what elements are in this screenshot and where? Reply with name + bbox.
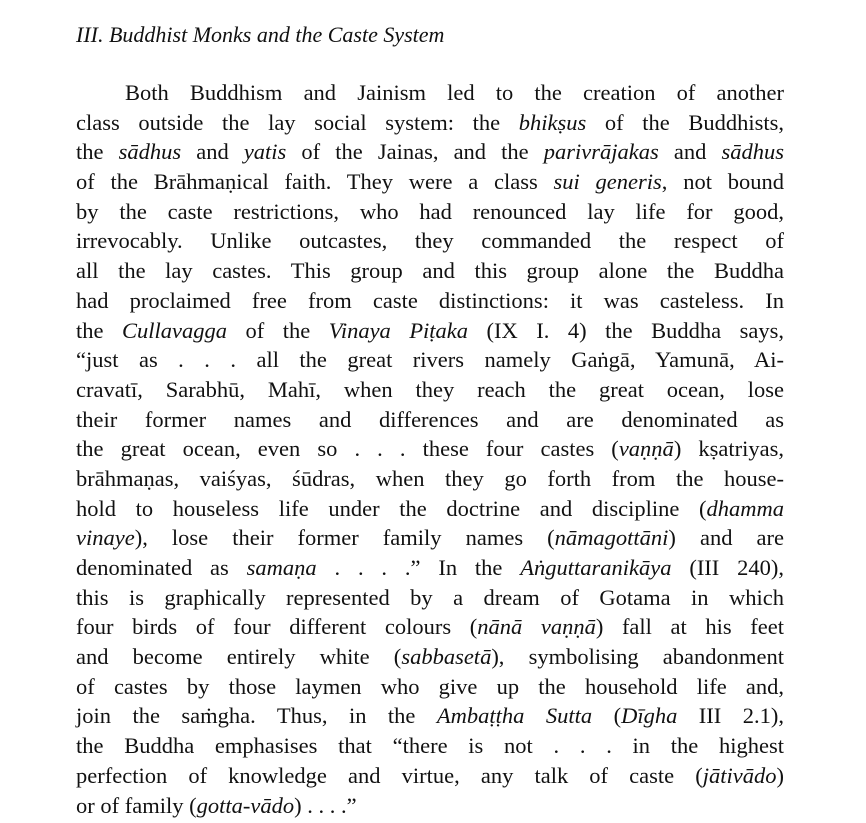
italic-term: bhikṣus <box>518 109 587 135</box>
text-line <box>76 256 784 286</box>
text-line <box>76 345 784 375</box>
text-line <box>76 494 784 524</box>
text-segment: had proclaimed free from caste distinctions: it was casteless. In <box>76 287 784 313</box>
italic-term: jātivādo <box>702 762 777 788</box>
italic-term: sādhus <box>118 139 182 165</box>
text-line <box>76 553 784 583</box>
text-line <box>76 286 784 316</box>
text-segment: cravatī, Sarabhū, Mahī, when they reach the great ocean, lose <box>76 376 784 402</box>
text-line <box>76 226 784 256</box>
text-line <box>76 78 784 108</box>
text-segment: the <box>76 139 119 165</box>
text-segment: ), symbolising abandonment <box>491 644 784 670</box>
section-heading: III. Buddhist Monks and the Caste System <box>76 22 445 47</box>
text-segment: join the saṁgha. Thus, in the <box>76 703 437 729</box>
text-segment: and <box>181 139 244 165</box>
text-segment: ) <box>776 762 784 788</box>
text-line <box>76 672 784 702</box>
italic-term: nāmagottāni <box>554 525 669 551</box>
italic-term: Dīgha <box>621 703 678 729</box>
text-line <box>76 642 784 672</box>
italic-term: vinaye <box>76 525 135 551</box>
italic-term: samaṇa <box>246 555 317 580</box>
italic-term: dhamma <box>706 495 784 521</box>
text-segment: all the lay castes. This group and this group alone the Buddha <box>76 258 784 284</box>
body-paragraph <box>76 78 784 820</box>
text-segment: of the Buddhists, <box>586 109 784 135</box>
text-segment: (III 240), <box>671 555 784 580</box>
italic-term: parivrājakas <box>543 139 659 165</box>
text-segment: perfection of knowledge and virtue, any talk of caste ( <box>76 762 703 788</box>
text-segment: the great ocean, even so . . . these four castes ( <box>76 436 619 462</box>
text-segment: ) kṣatriyas, <box>673 436 784 462</box>
text-segment: “just as . . . all the great rivers namely Gaṅgā, Yamunā, Ai- <box>76 347 784 373</box>
text-segment: , not bound <box>661 169 784 195</box>
text-segment: the Buddha emphasises that “there is not . . . in the highest <box>76 733 784 759</box>
text-segment: hold to houseless life under the doctrine and discipline ( <box>76 495 707 521</box>
italic-term: Ambaṭṭha Sutta <box>436 703 593 729</box>
text-segment: III 2.1), <box>677 703 784 729</box>
text-segment: . . . .” In the <box>316 555 521 580</box>
italic-term: sādhus <box>721 139 784 165</box>
text-segment: brāhmaṇas, vaiśyas, śūdras, when they go forth from the house- <box>76 465 784 491</box>
text-segment: of the Jainas, and the <box>286 139 544 165</box>
text-segment: of the <box>227 317 329 343</box>
text-line <box>76 405 784 435</box>
italic-term: nānā vaṇṇā <box>477 614 596 640</box>
italic-term: sabbasetā <box>401 644 492 670</box>
text-segment: the <box>76 317 122 343</box>
text-line <box>76 434 784 464</box>
text-line <box>76 375 784 405</box>
text-segment: and become entirely white ( <box>76 644 402 670</box>
italic-term: Vinaya Piṭaka <box>328 317 469 343</box>
text-segment: by the caste restrictions, who had renounced lay life for good, <box>76 198 784 224</box>
italic-term: Aṅguttaranikāya <box>520 555 672 580</box>
text-segment: or of family ( <box>76 792 197 818</box>
text-segment: ), lose their former family names ( <box>134 525 555 551</box>
text-line <box>76 701 784 731</box>
text-line <box>76 464 784 494</box>
text-segment: Both Buddhism and Jainism led to the creation of another <box>125 80 784 105</box>
text-line <box>76 108 784 138</box>
text-segment: four birds of four different colours ( <box>76 614 478 640</box>
italic-term: yatis <box>243 139 287 165</box>
text-line <box>76 791 784 821</box>
text-segment: ) fall at his feet <box>595 614 784 640</box>
text-segment: ) . . . .” <box>294 792 357 818</box>
text-line <box>76 583 784 613</box>
text-segment: of the Brāhmaṇical faith. They were a class <box>76 169 554 195</box>
text-line <box>76 523 784 553</box>
text-segment: this is graphically represented by a dream of Gotama in which <box>76 584 784 610</box>
text-segment: ( <box>592 703 622 729</box>
italic-term: Cullavagga <box>122 317 227 343</box>
text-line <box>76 197 784 227</box>
text-segment: denominated as <box>76 555 247 580</box>
text-line <box>76 167 784 197</box>
text-segment: class outside the lay social system: the <box>76 109 519 135</box>
text-line <box>76 731 784 761</box>
italic-term: vaṇṇā <box>618 436 674 462</box>
text-segment: irrevocably. Unlike outcastes, they commanded the respect of <box>76 228 784 254</box>
text-segment: their former names and differences and are denominated as <box>76 406 784 432</box>
text-segment: (IX I. 4) the Buddha says, <box>468 317 785 343</box>
text-line <box>76 761 784 791</box>
text-line <box>76 316 784 346</box>
text-segment: of castes by those laymen who give up the household life and, <box>76 673 784 699</box>
text-line <box>76 137 784 167</box>
text-segment: ) and are <box>668 525 785 551</box>
text-segment: and <box>658 139 722 165</box>
text-line <box>76 612 784 642</box>
italic-term: gotta-vādo <box>196 792 295 818</box>
italic-term: sui generis <box>553 169 662 195</box>
